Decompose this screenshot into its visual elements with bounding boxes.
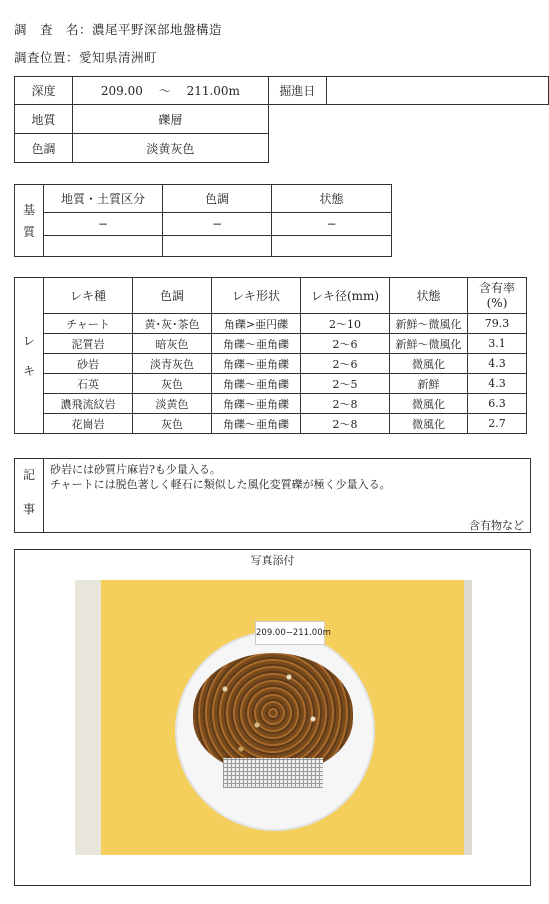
gravel-cell: 砂岩 [44,354,133,374]
gravel-cell: 淡黄色 [133,394,212,414]
gravel-section-label [15,278,44,434]
survey-name [14,20,222,38]
gravel-header-shape: レキ形状 [212,278,301,314]
gravel-cell: 花崗岩 [44,414,133,434]
scale-grid-card [223,758,323,788]
gravel-cell: 2〜6 [301,354,390,374]
gravel-cell: 角礫〜亜角礫 [212,334,301,354]
gravel-cell: 角礫〜亜角礫 [212,414,301,434]
gravel-cell: 79.3 [468,314,527,334]
depth-label: 深度 [15,77,73,105]
gravel-cell: 2〜8 [301,394,390,414]
content-header-line1: 含有率 [478,280,515,295]
matrix-header-color: 色調 [163,185,272,213]
gravel-cell: 新鮮 [390,374,468,394]
gravel-cell: 泥質岩 [44,334,133,354]
gravel-header-size: レキ径(mm) [301,278,390,314]
gravel-header-type: レキ種 [44,278,133,314]
depth-from: 209.00 [100,84,143,98]
gravel-cell: 新鮮〜微風化 [390,314,468,334]
gravel-cell: 3.1 [468,334,527,354]
notes-label-char-1: 記 [22,468,35,482]
photo-title: 写真添付 [250,554,295,567]
gravel-cell: 濃飛流紋岩 [44,394,133,414]
core-sample-photo [75,580,472,855]
gravel-cell: 灰色 [133,374,212,394]
gravel-cell: 2〜5 [301,374,390,394]
matrix-header-state: 状態 [272,185,392,213]
color-value: 淡黄灰色 [73,134,269,163]
gravel-cell: 6.3 [468,394,527,414]
depth-separator: 〜 [158,84,171,98]
gravel-cell: 角礫>亜円礫 [212,314,301,334]
sample-depth-tag: 209.00−211.00m [255,621,325,645]
matrix-cell [272,236,392,257]
gravel-cell: 微風化 [390,394,468,414]
gravel-cell: 微風化 [390,414,468,434]
matrix-cell: − [272,213,392,236]
color-label: 色調 [15,134,73,163]
gravel-label-char-1: レ [22,333,35,348]
gravel-cell: 淡青灰色 [133,354,212,374]
gravel-header-color: 色調 [133,278,212,314]
gravel-cell: 4.3 [468,354,527,374]
matrix-label-char-2: 質 [22,224,35,239]
photo-background-paper [75,580,101,855]
matrix-table [14,184,392,257]
matrix-cell [163,236,272,257]
gravel-cell: チャート [44,314,133,334]
gravel-header-state: 状態 [390,278,468,314]
survey-location [14,48,157,66]
matrix-header-geology: 地質・土質区分 [44,185,163,213]
gravel-cell: 微風化 [390,354,468,374]
content-header-line2: (%) [486,295,508,310]
info-table [14,76,549,163]
matrix-label-char-1: 基 [22,202,35,217]
gravel-cell: 角礫〜亜角礫 [212,374,301,394]
geology-value: 礫層 [73,105,269,134]
gravel-sample [193,653,353,773]
drill-date-label: 掘進日 [268,77,326,105]
gravel-cell: 2〜10 [301,314,390,334]
notes-line-1: 砂岩には砂質片麻岩?も少量入る。 [50,463,221,476]
gravel-header-content [468,278,527,314]
depth-range [73,77,269,105]
photo-background-edge [464,580,472,855]
survey-name-value: 濃尾平野深部地盤構造 [92,22,223,37]
gravel-cell: 角礫〜亜角礫 [212,394,301,414]
gravel-cell: 2〜6 [301,334,390,354]
gravel-cell: 石英 [44,374,133,394]
gravel-cell: 2.7 [468,414,527,434]
notes-box [14,458,531,533]
matrix-cell: − [44,213,163,236]
depth-to: 211.00m [186,84,240,98]
gravel-cell: 暗灰色 [133,334,212,354]
gravel-cell: 新鮮〜微風化 [390,334,468,354]
matrix-section-label [15,185,44,257]
matrix-cell: − [163,213,272,236]
survey-name-label: 調 査 名： [14,22,93,37]
geology-label: 地質 [15,105,73,134]
gravel-table [14,277,527,434]
gravel-cell: 灰色 [133,414,212,434]
gravel-cell: 4.3 [468,374,527,394]
gravel-cell: 角礫〜亜角礫 [212,354,301,374]
survey-location-value: 愛知県清洲町 [79,50,158,65]
gravel-cell: 2〜8 [301,414,390,434]
notes-footer: 含有物など [469,519,524,532]
drill-date-value [326,77,548,105]
notes-section-label [15,459,44,532]
notes-line-2: チャートには脱色著しく軽石に類似した風化変質礫が極く少量入る。 [50,478,391,491]
survey-location-label: 調査位置： [14,50,80,65]
matrix-cell [44,236,163,257]
notes-label-char-2: 事 [22,502,35,516]
gravel-cell: 黄･灰･茶色 [133,314,212,334]
gravel-label-char-2: キ [22,363,35,378]
